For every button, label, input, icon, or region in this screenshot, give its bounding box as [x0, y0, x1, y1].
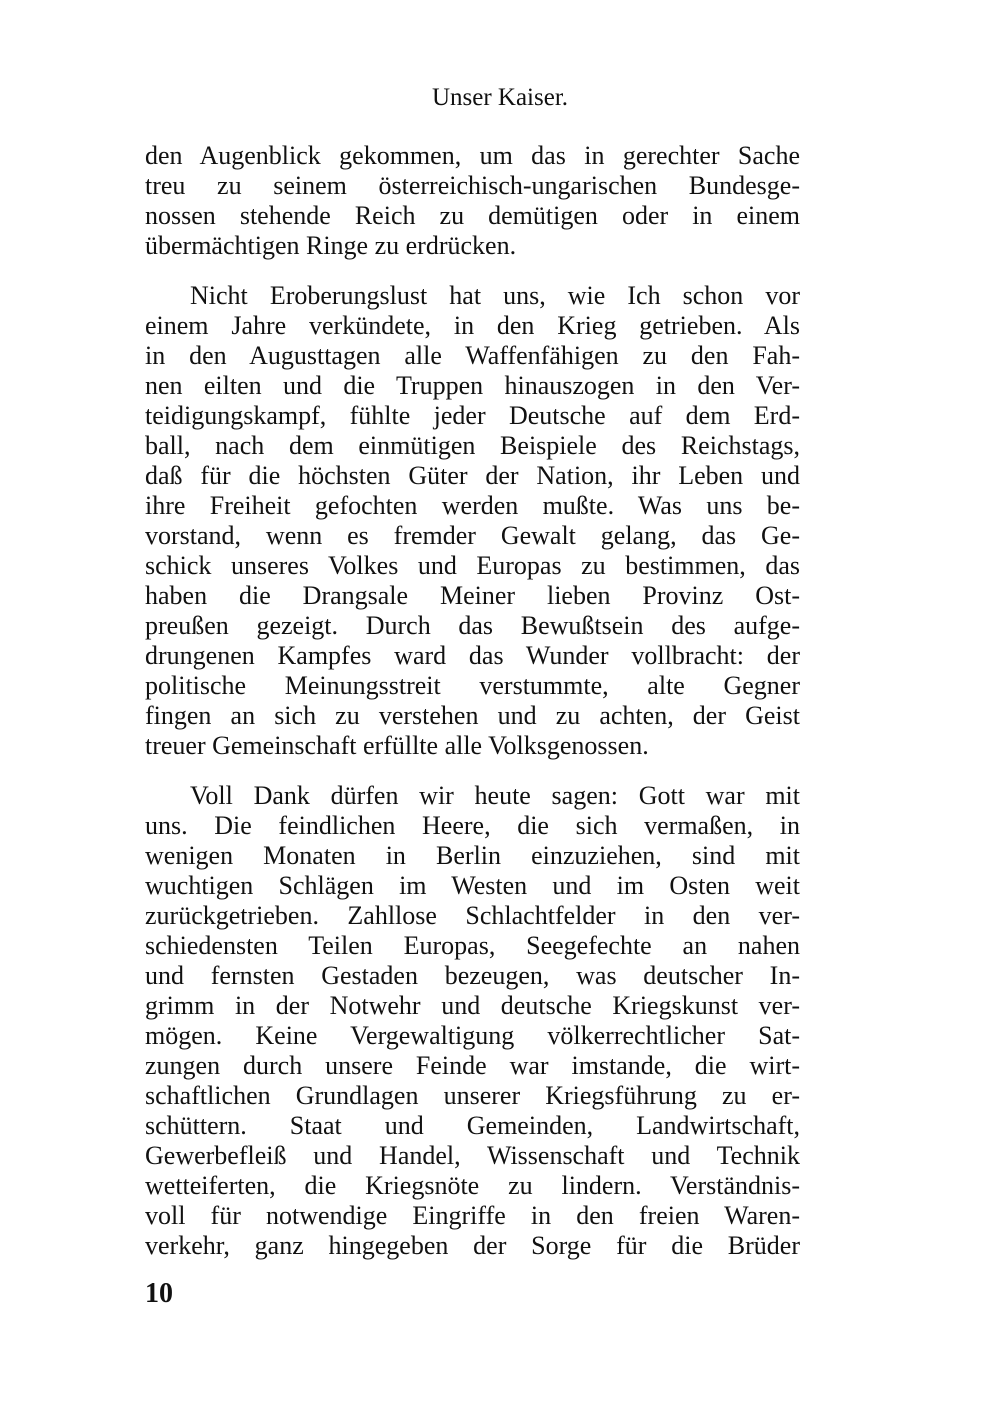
text-line: schick unseres Volkes und Europas zu bestimmen, das: [145, 551, 800, 580]
text-line: fingen an sich zu verstehen und zu achten, der Geist: [145, 701, 800, 730]
text-line: vorstand, wenn es fremder Gewalt gelang, das Ge-: [145, 521, 800, 550]
text-line: nen eilten und die Truppen hinauszogen in den Ver-: [145, 371, 800, 400]
running-header: Unser Kaiser.: [431, 84, 569, 111]
text-line: preußen gezeigt. Durch das Bewußtsein des aufge-: [145, 611, 800, 640]
text-line: schüttern. Staat und Gemeinden, Landwirtschaft,: [145, 1111, 800, 1140]
text-line: voll für notwendige Eingriffe in den freien Waren-: [145, 1201, 800, 1230]
text-line: daß für die höchsten Güter der Nation, ihr Leben und: [145, 461, 800, 490]
text-line: schaftlichen Grundlagen unserer Kriegsführung zu er-: [145, 1081, 800, 1110]
text-line: den Augenblick gekommen, um das in gerechter Sache: [145, 141, 800, 170]
text-line: übermächtigen Ringe zu erdrücken.: [145, 231, 517, 260]
text-line: wetteiferten, die Kriegsnöte zu lindern. Verständnis-: [145, 1171, 800, 1200]
text-line: nossen stehende Reich zu demütigen oder in einem: [145, 201, 800, 230]
text-line: in den Augusttagen alle Waffenfähigen zu den Fah-: [145, 341, 800, 370]
text-line: Voll Dank dürfen wir heute sagen: Gott war mit: [190, 781, 800, 810]
text-line: wuchtigen Schlägen im Westen und im Osten weit: [145, 871, 800, 900]
text-line: grimm in der Notwehr und deutsche Kriegskunst ver-: [145, 991, 800, 1020]
text-line: teidigungskampf, fühlte jeder Deutsche auf dem Erd-: [145, 401, 800, 430]
text-line: und fernsten Gestaden bezeugen, was deutscher In-: [145, 961, 800, 990]
text-line: Gewerbefleiß und Handel, Wissenschaft und Technik: [145, 1141, 800, 1170]
text-line: einem Jahre verkündete, in den Krieg getrieben. Als: [145, 311, 800, 340]
text-line: zurückgetrieben. Zahllose Schlachtfelder in den ver-: [145, 901, 800, 930]
paragraph-2: [145, 281, 800, 761]
text-line: schiedensten Teilen Europas, Seegefechte an nahen: [145, 931, 800, 960]
text-line: ihre Freiheit gefochten werden mußte. Was uns be-: [145, 491, 800, 520]
text-line: treuer Gemeinschaft erfüllte alle Volksgenossen.: [145, 731, 649, 760]
text-line: ball, nach dem einmütigen Beispiele des Reichstags,: [145, 431, 800, 460]
page-number: 10: [145, 1278, 173, 1309]
text-line: Nicht Eroberungslust hat uns, wie Ich schon vor: [190, 281, 800, 310]
text-line: treu zu seinem österreichisch-ungarischen Bundesge-: [145, 171, 800, 200]
text-line: mögen. Keine Vergewaltigung völkerrechtlicher Sat-: [145, 1021, 800, 1050]
paragraph-3: [145, 781, 800, 1261]
paragraph-1: [145, 141, 800, 261]
text-line: verkehr, ganz hingegeben der Sorge für die Brüder: [145, 1231, 800, 1260]
text-line: zungen durch unsere Feinde war imstande, die wirt-: [145, 1051, 800, 1080]
text-line: haben die Drangsale Meiner lieben Provinz Ost-: [145, 581, 800, 610]
text-line: politische Meinungsstreit verstummte, alte Gegner: [145, 671, 800, 700]
text-line: uns. Die feindlichen Heere, die sich vermaßen, in: [145, 811, 800, 840]
text-line: drungenen Kampfes ward das Wunder vollbracht: der: [145, 641, 800, 670]
text-line: wenigen Monaten in Berlin einzuziehen, sind mit: [145, 841, 800, 870]
